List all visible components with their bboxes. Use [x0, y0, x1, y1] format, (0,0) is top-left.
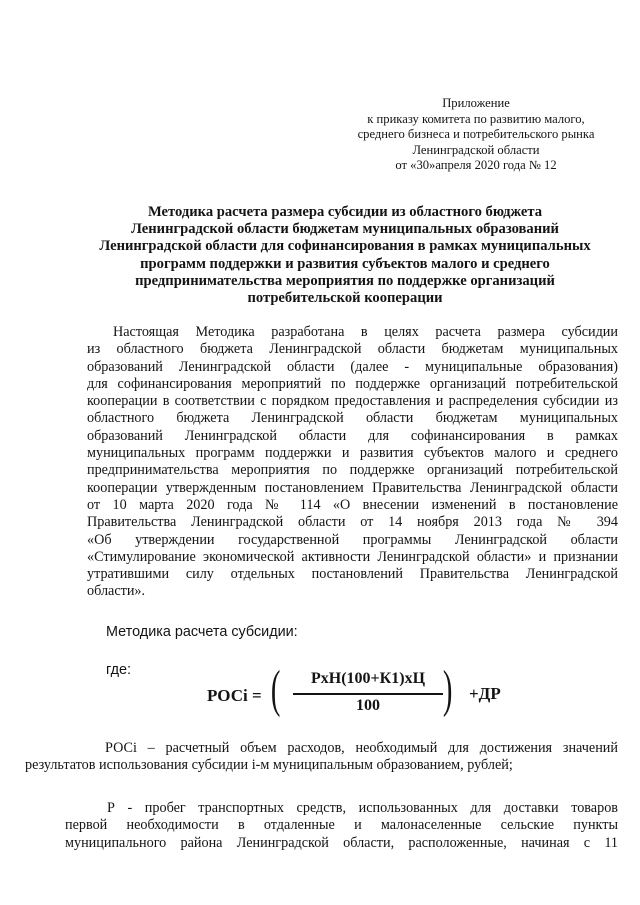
paragraph-line: РОСi – расчетный объем расходов, необходимый для достижения значений — [105, 740, 618, 756]
title-line: Ленинградской области для софинансирования в рамках муниципальных — [99, 238, 591, 255]
paragraph-line: для софинансирования мероприятий по поддержке организаций потребительской — [87, 375, 618, 392]
formula-fraction-bar — [293, 693, 443, 695]
formula-tail: +ДР — [469, 684, 501, 703]
definition-ros — [25, 740, 618, 775]
formula-right-paren: ) — [442, 661, 453, 718]
title-line: программ поддержки и развития субъектов малого и среднего — [140, 255, 550, 272]
appendix-line: к приказу комитета по развитию малого, — [367, 111, 585, 126]
intro-paragraph — [87, 324, 618, 601]
formula-lhs: РОСi = — [207, 686, 262, 705]
paragraph-line: области». — [87, 583, 146, 600]
formula-left-paren: ( — [270, 661, 281, 718]
appendix-line: от «30»апреля 2020 года № 12 — [395, 158, 557, 172]
paragraph-line: кооперации утвержденным постановлением Правительства Ленинградской области — [87, 479, 618, 496]
paragraph-line: первой необходимости в отдаленные и малонаселенные сельские пункты — [65, 817, 618, 834]
where-label: где: — [106, 662, 132, 678]
method-label: Методика расчета субсидии: — [106, 624, 298, 640]
paragraph-line: Настоящая Методика разработана в целях расчета размера субсидии — [113, 324, 618, 340]
appendix-line: Ленинградской области — [412, 142, 540, 157]
title-line: потребительской кооперации — [247, 290, 443, 307]
paragraph-line: утратившими силу отдельных постановлений Правительства Ленинградской — [87, 566, 618, 583]
paragraph-line: от 10 марта 2020 года № 114 «О внесении изменений в постановление — [87, 496, 618, 513]
paragraph-line: предпринимательства мероприятия по поддержке организаций потребительской — [87, 462, 618, 479]
formula-numerator: РхН(100+К1)хЦ — [310, 670, 426, 687]
title-line: Методика расчета размера субсидии из областного бюджета — [147, 204, 543, 220]
paragraph-line: «Об утверждении государственной программы Ленинградской области — [87, 531, 618, 548]
paragraph-line: результатов использования субсидии i-м муниципальным образованием, рублей; — [25, 757, 513, 774]
paragraph-line: Р - пробег транспортных средств, использованных для доставки товаров — [107, 800, 618, 816]
paragraph-line: областного бюджета Ленинградской области бюджетам муниципальных — [87, 410, 618, 427]
appendix-line: Приложение — [442, 96, 510, 110]
appendix-header — [330, 96, 622, 174]
paragraph-line: «Стимулирование экономической активности Ленинградской области» и признании — [87, 548, 618, 565]
paragraph-line: образований Ленинградской области для софинансирования в рамках — [87, 427, 618, 444]
title-line: Ленинградской области бюджетам муниципальных образований — [131, 221, 559, 238]
formula-denominator: 100 — [356, 697, 380, 714]
paragraph-line: муниципального района Ленинградской области, расположенные, начиная с 11 — [65, 834, 618, 851]
paragraph-line: Правительства Ленинградской области от 14 ноября 2013 года № 394 — [87, 514, 618, 531]
document-title — [80, 204, 610, 307]
appendix-line: среднего бизнеса и потребительского рынка — [357, 127, 595, 141]
paragraph-line: муниципальных программ поддержки и развития субъектов малого и среднего — [87, 445, 618, 462]
paragraph-line: из областного бюджета Ленинградской области бюджетам муниципальных — [87, 341, 618, 358]
paragraph-line: кооперации в соответствии с порядком предоставления и распределения субсидии из — [87, 393, 618, 410]
definition-p — [65, 800, 618, 852]
subsidy-formula — [207, 661, 527, 724]
title-line: предпринимательства мероприятия по поддержке организаций — [135, 272, 555, 289]
paragraph-line: образований Ленинградской области (далее - муниципальные образования) — [87, 358, 618, 375]
